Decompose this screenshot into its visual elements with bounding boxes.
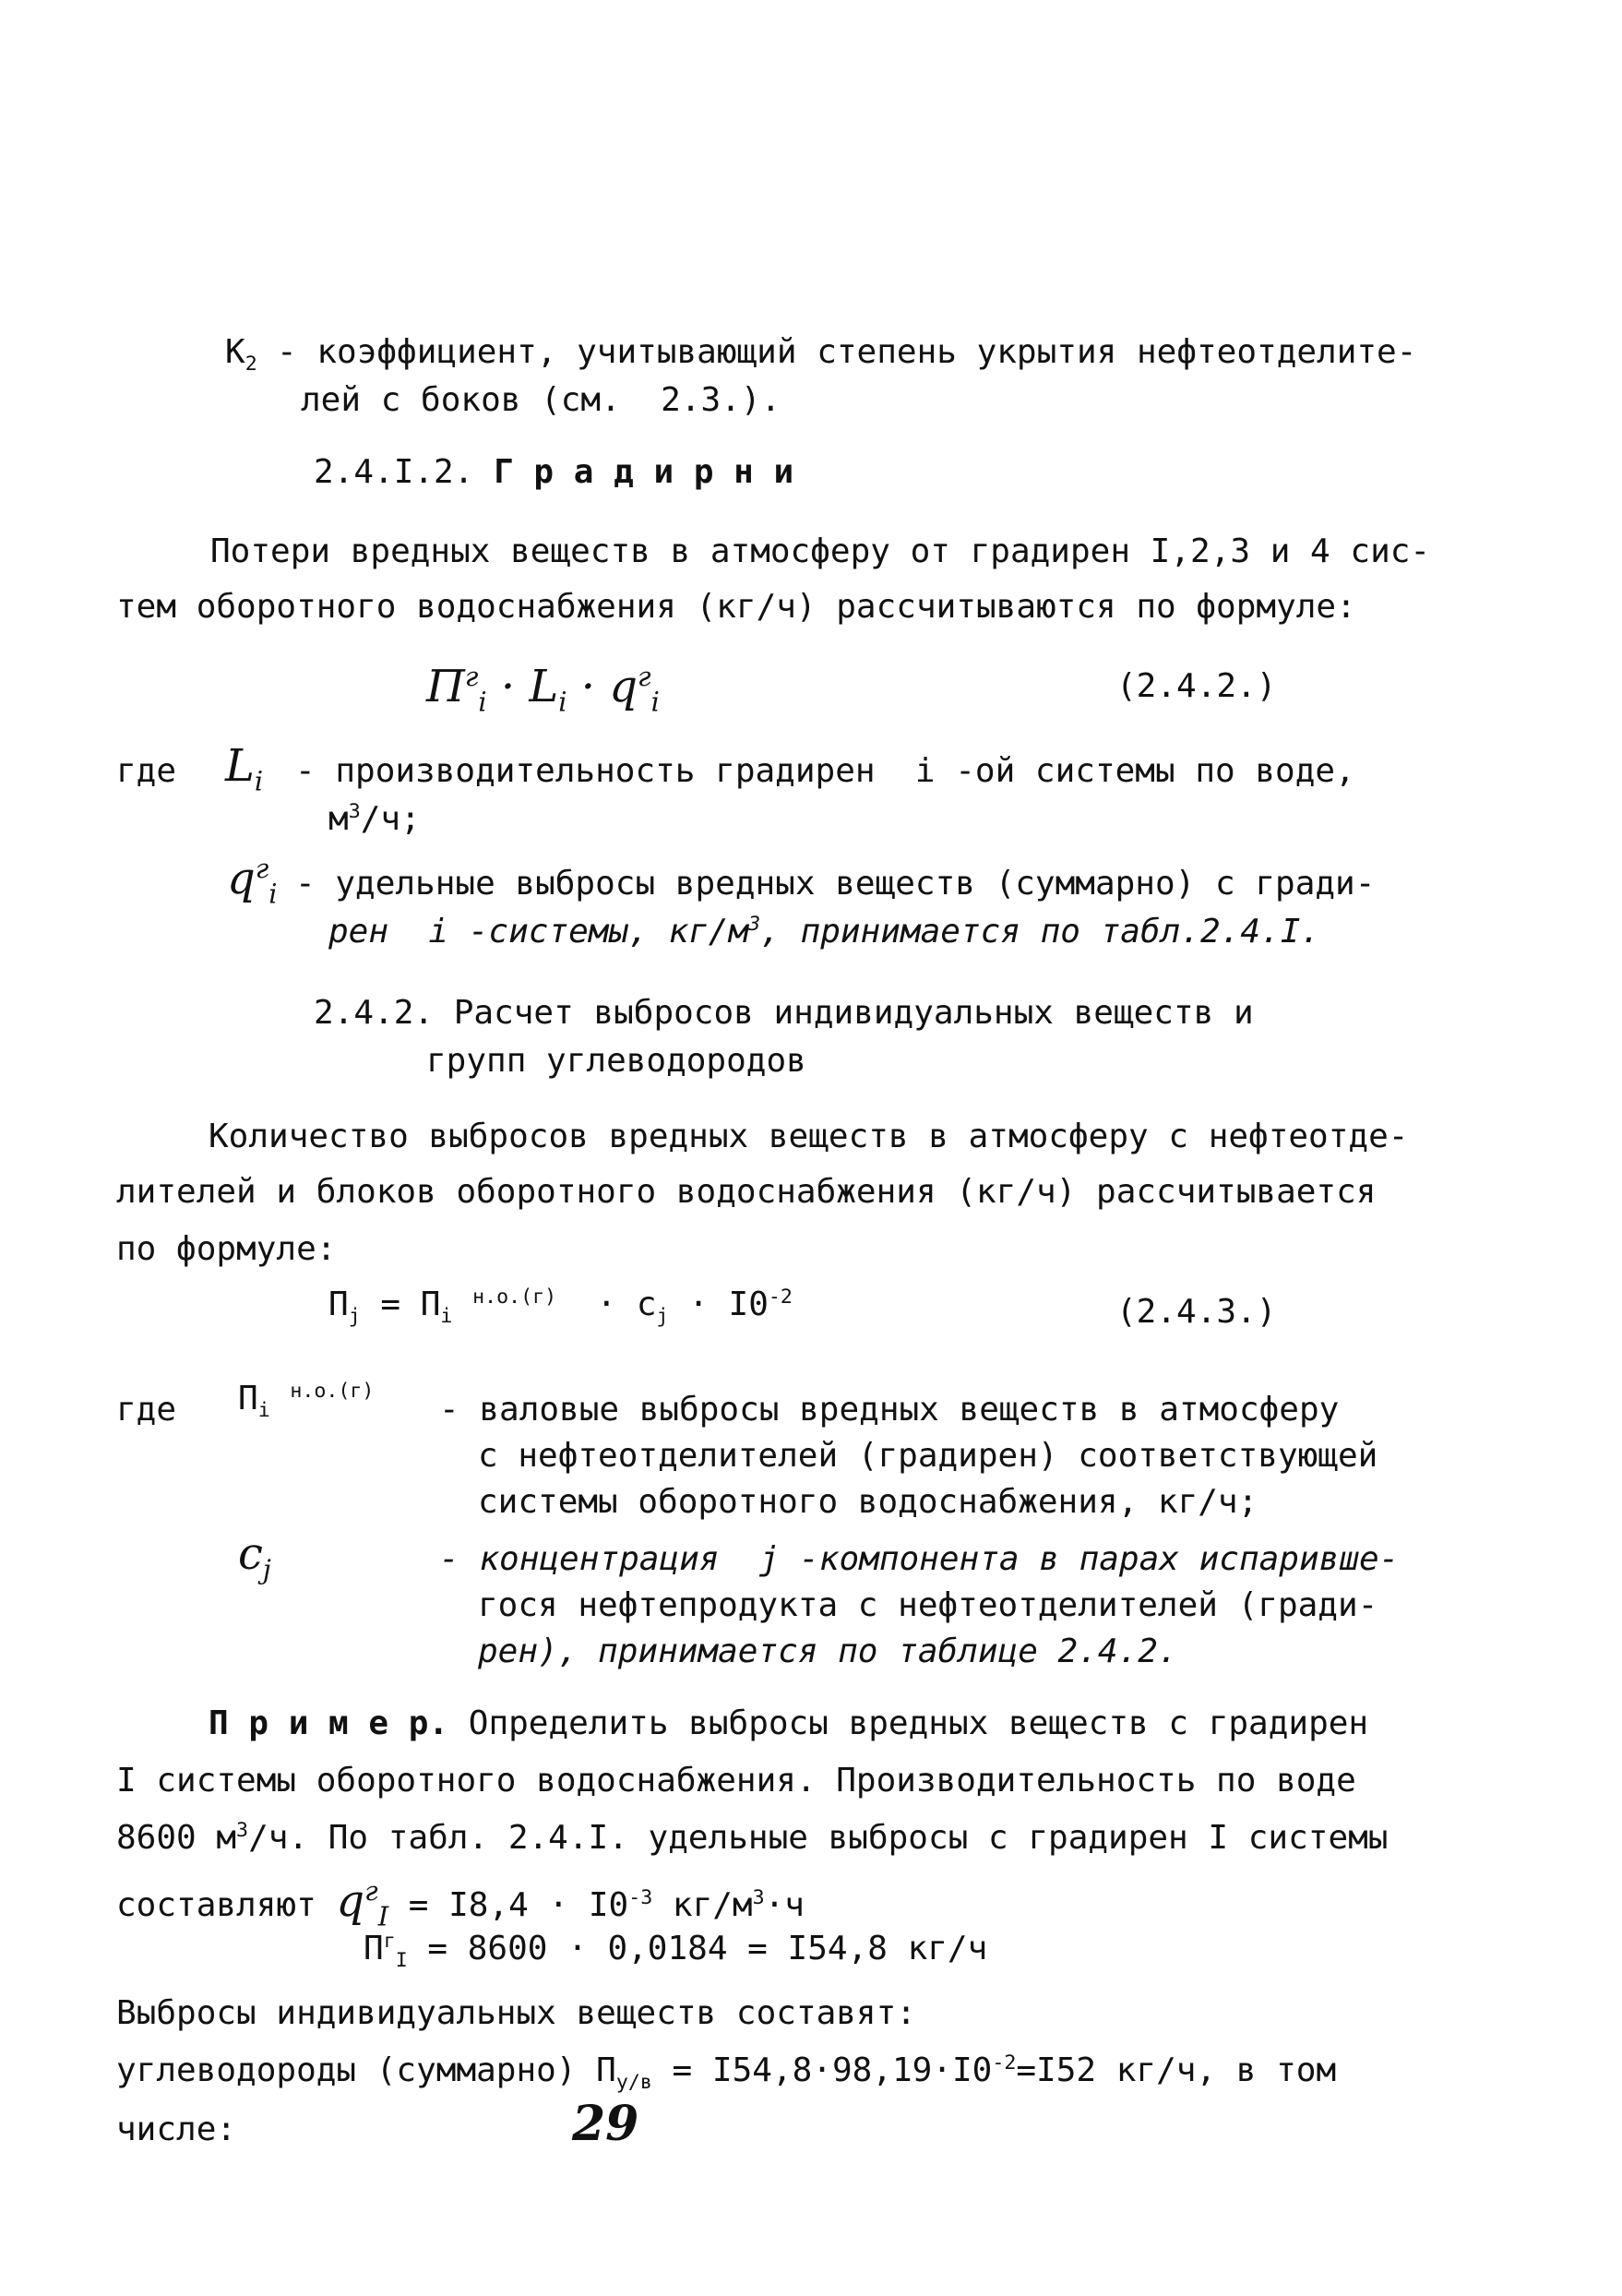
- where2-def2-line1: - концентрация j -компонента в парах испарившe-: [439, 1540, 1400, 1578]
- example-line8: числе:: [116, 2111, 237, 2148]
- para2-line1: Количество выбросов вредных веществ в атмосферу с нефтеотде-: [209, 1118, 1409, 1155]
- k2-definition-line1: - коэффициент, учитывающий степень укрытия нефтеотделите-: [277, 333, 1417, 371]
- where1-symbol-q: $q^г_i$: [227, 853, 278, 910]
- k2-definition-line2: лей с боков (см. 2.3.).: [301, 381, 781, 419]
- where1-def1-line1: - производительность градирен i -ой системы по воде,: [295, 752, 1355, 790]
- section-2412-heading: 2.4.I.2. Г р а д и р н и: [314, 453, 794, 491]
- where2-def1-line3: системы оборотного водоснабжения, кг/ч;: [478, 1483, 1258, 1521]
- formula-2-4-2-number: (2.4.2.): [1116, 667, 1277, 705]
- formula-2-4-2: $П^г_i \cdot L_i \cdot q^г_i$: [426, 661, 660, 718]
- where2-symbol-P: $П_i$ $^{н.о.(г)}$: [238, 1380, 375, 1423]
- where1-def2-line1: - удельные выбросы вредных веществ (суммарно) с гради-: [295, 865, 1376, 903]
- example-line6: Выбросы индивидуальных веществ составят:: [116, 1994, 916, 2032]
- section-242-heading-line1: 2.4.2. Расчет выбросов индивидуальных веществ и: [314, 994, 1254, 1032]
- example-line5: $П^г_I = 8600 \cdot 0,0184 = I54,8$ кг/ч: [364, 1930, 988, 1973]
- example-line7: углеводороды (суммарно) $П_{у/в} = I54,8\cdot 98,19\cdot I0^{-2}=I52$ кг/ч, в том: [116, 2051, 1337, 2095]
- para1-line2: тем оборотного водоснабжения (кг/ч) рассчитываются по формуле:: [116, 588, 1356, 626]
- where2-def2-line2: гося нефтепродукта с нефтеотделителей (гради-: [478, 1586, 1378, 1624]
- where2-def2-line3: рен), принимается по таблице 2.4.2.: [478, 1632, 1178, 1670]
- example-line1: П р и м е р. Определить выбросы вредных веществ с градирен: [209, 1704, 1369, 1742]
- section-242-heading-line2: групп углеводородов: [426, 1042, 806, 1080]
- where2-symbol-c: $c_j$: [238, 1528, 271, 1585]
- where1-def1-line2: $м^3/ч$;: [328, 800, 421, 838]
- formula-2-4-3: $П_j = П_i$ $^{н.о.(г)} \cdot c_j \cdot I0^{-2}$: [328, 1286, 793, 1329]
- where1-def2-line2: рен i -системы, $кг/м^3$, принимается по табл.2.4.I.: [328, 913, 1321, 951]
- where2-label: где: [116, 1391, 177, 1429]
- example-line4: составляют $q^г_I = I8,4 \cdot I0^{-3}$ $кг/м^3\cdot ч$: [116, 1875, 805, 1932]
- k2-symbol: $К_2$: [225, 333, 257, 377]
- where2-def1-line1: - валовые выбросы вредных веществ в атмосферу: [439, 1391, 1340, 1429]
- para2-line2: лителей и блоков оборотного водоснабжения (кг/ч) рассчитывается: [116, 1173, 1377, 1211]
- para2-line3: по формуле:: [116, 1230, 337, 1268]
- where1-symbol-L: $L_i$: [225, 740, 264, 797]
- example-line3: 8600 $м^3/ч$. По табл. 2.4.I. удельные выбросы с градирен I системы: [116, 1819, 1389, 1857]
- para1-line1: Потери вредных веществ в атмосферу от градирен I,2,3 и 4 сис-: [210, 532, 1431, 570]
- where1-label: где: [116, 752, 177, 790]
- page-number: 29: [572, 2096, 639, 2152]
- example-symbol-q: $q^г_I$: [336, 1875, 389, 1932]
- example-line2: I системы оборотного водоснабжения. Производительность по воде: [116, 1762, 1356, 1800]
- formula-2-4-3-number: (2.4.3.): [1116, 1293, 1277, 1331]
- where2-def1-line2: с нефтеотделителей (градирен) соответствующей: [478, 1437, 1378, 1475]
